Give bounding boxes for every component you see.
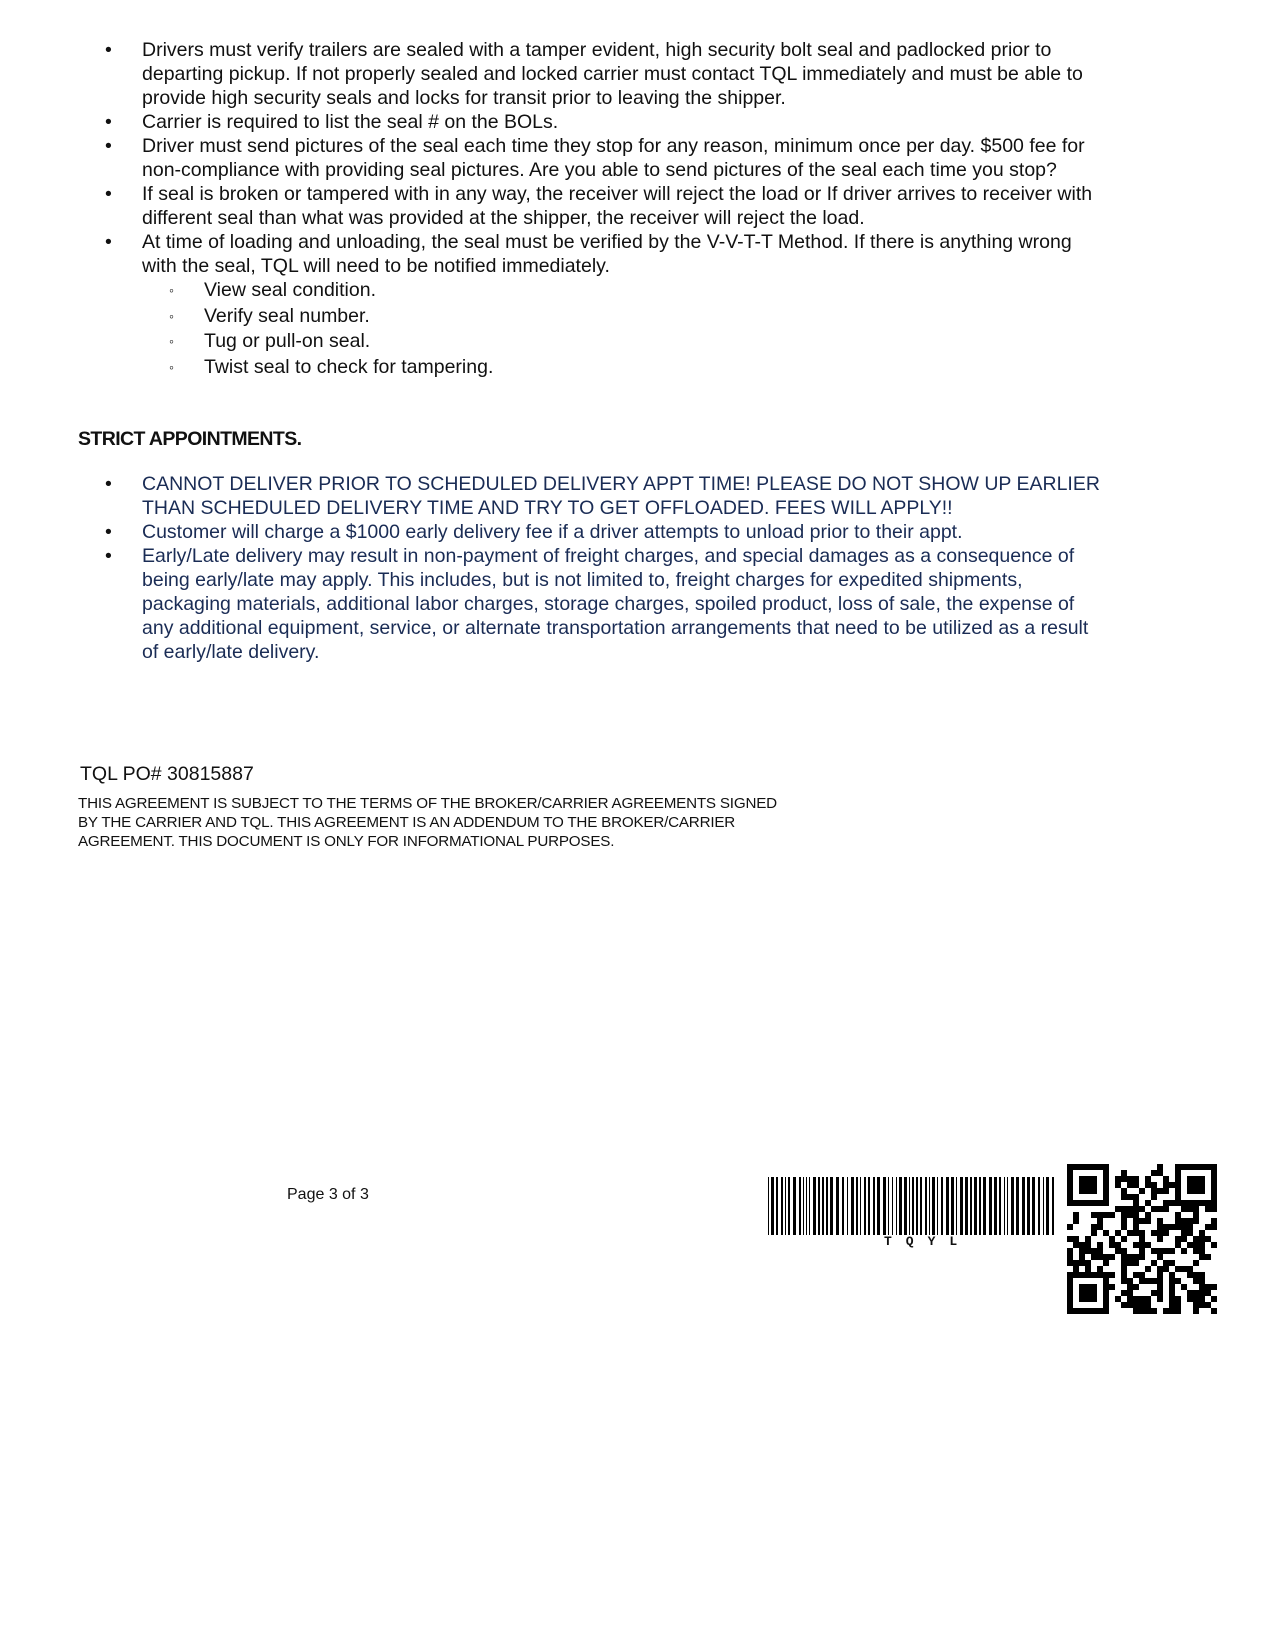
list-item: • Drivers must verify trailers are sealed with a tamper evident, high security bolt seal and padlocked prior to departing pickup. If not properly sealed and locked carrier must contact TQL immediately and must be able to provide high security seals and locks for transit prior to leaving the shipper.: [100, 38, 1100, 110]
po-number: TQL PO# 30815887: [80, 763, 254, 785]
seal-requirements-list: [100, 38, 1100, 380]
vvtt-intro: At time of loading and unloading, the seal must be verified by the V-V-T-T Method. If there is anything wrong with the seal, TQL will need to be notified immediately.: [142, 231, 1072, 277]
vvtt-step: ◦ Twist seal to check for tampering.: [142, 355, 1100, 381]
page-number: Page 3 of 3: [287, 1186, 369, 1203]
list-item: • Customer will charge a $1000 early delivery fee if a driver attempts to unload prior to their appt.: [100, 520, 1100, 544]
vvtt-steps-list: [142, 278, 1100, 380]
agreement-text: THIS AGREEMENT IS SUBJECT TO THE TERMS OF THE BROKER/CARRIER AGREEMENTS SIGNED BY THE CARRIER AND TQL. THIS AGREEMENT IS AN ADDENDUM TO THE BROKER/CARRIER AGREEMENT. THIS DOCUMENT IS ONLY FOR INFORMATIONAL PURPOSES.: [78, 795, 777, 850]
barcode: [768, 1177, 1058, 1235]
section-heading-appointments: STRICT APPOINTMENTS.: [78, 428, 302, 450]
vvtt-step: ◦ Tug or pull-on seal.: [142, 329, 1100, 355]
list-item: [100, 230, 1100, 380]
list-item: • CANNOT DELIVER PRIOR TO SCHEDULED DELIVERY APPT TIME! PLEASE DO NOT SHOW UP EARLIER THAN SCHEDULED DELIVERY TIME AND TRY TO GET OFFLOADED. FEES WILL APPLY!!: [100, 472, 1100, 520]
qr-code: [1066, 1163, 1218, 1315]
list-item: • If seal is broken or tampered with in any way, the receiver will reject the load or If driver arrives to receiver with different seal than what was provided at the shipper, the receiver will reject the load.: [100, 182, 1100, 230]
list-item: • Early/Late delivery may result in non-payment of freight charges, and special damages as a consequence of being early/late may apply. This includes, but is not limited to, freight charges for expedited shipments, packaging materials, additional labor charges, storage charges, spoiled product, loss of sale, the expense of any additional equipment, service, or alternate transportation arrangements that need to be utilized as a result of early/late delivery.: [100, 544, 1100, 664]
vvtt-step: ◦ View seal condition.: [142, 278, 1100, 304]
appointments-list: [100, 472, 1100, 664]
list-item: • Driver must send pictures of the seal each time they stop for any reason, minimum once per day. $500 fee for non-compliance with providing seal pictures. Are you able to send pictures of the seal each time you stop?: [100, 134, 1100, 182]
vvtt-step: ◦ Verify seal number.: [142, 304, 1100, 330]
barcode-caption: TQYL: [884, 1234, 972, 1249]
list-item: • Carrier is required to list the seal # on the BOLs.: [100, 110, 1100, 134]
